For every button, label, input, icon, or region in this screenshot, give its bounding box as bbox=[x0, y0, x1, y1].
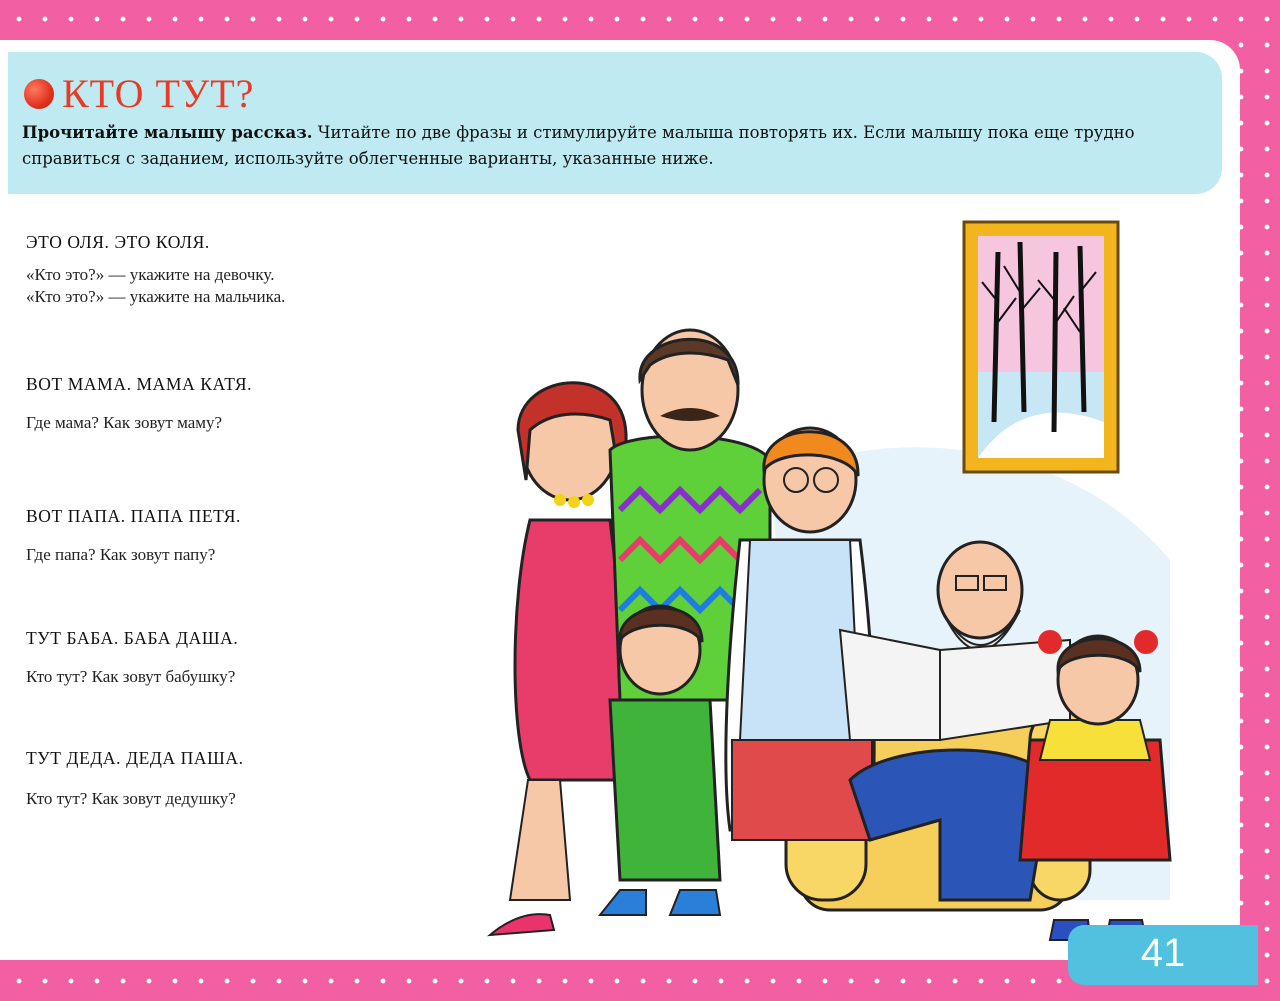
page bbox=[0, 40, 1240, 960]
story-line: Где мама? Как зовут маму? bbox=[26, 413, 223, 432]
story-heading: ВОТ МАМА. МАМА КАТЯ. bbox=[26, 374, 253, 394]
story-block-1 bbox=[26, 232, 285, 307]
story-block-3 bbox=[26, 506, 241, 565]
story-line: «Кто это?» — укажите на девочку. bbox=[26, 265, 275, 284]
story-line: Кто тут? Как зовут дедушку? bbox=[26, 789, 236, 808]
story-block-4 bbox=[26, 628, 238, 687]
story-block-2 bbox=[26, 374, 252, 433]
story-heading: ТУТ ДЕДА. ДЕДА ПАША. bbox=[26, 748, 244, 768]
story-heading: ЭТО ОЛЯ. ЭТО КОЛЯ. bbox=[26, 232, 210, 252]
red-bullet-icon bbox=[24, 79, 54, 109]
page-number: 41 bbox=[1140, 931, 1186, 975]
story-line: Где папа? Как зовут папу? bbox=[26, 545, 216, 564]
story-heading: ТУТ БАБА. БАБА ДАША. bbox=[26, 628, 239, 648]
story-line: Кто тут? Как зовут бабушку? bbox=[26, 667, 236, 686]
page-number-tab bbox=[1068, 925, 1258, 985]
instruction-box bbox=[8, 52, 1222, 194]
title-row bbox=[24, 72, 254, 116]
story-line: «Кто это?» — укажите на мальчика. bbox=[26, 287, 286, 306]
family-illustration bbox=[470, 180, 1200, 960]
instruction-text bbox=[22, 120, 1222, 172]
instruction-bold: Прочитайте малышу рассказ. bbox=[22, 123, 313, 142]
story-block-5 bbox=[26, 748, 244, 809]
instruction-rest: Читайте по две фразы и стимулируйте малыша повторять их. Если малышу пока еще трудно справиться с заданием, используйте облегченные варианты, указанные ниже. bbox=[22, 123, 1135, 168]
page-title: КТО ТУТ? bbox=[62, 71, 255, 116]
winter-painting bbox=[964, 222, 1118, 472]
mother-figure bbox=[490, 383, 626, 935]
story-heading: ВОТ ПАПА. ПАПА ПЕТЯ. bbox=[26, 506, 242, 526]
